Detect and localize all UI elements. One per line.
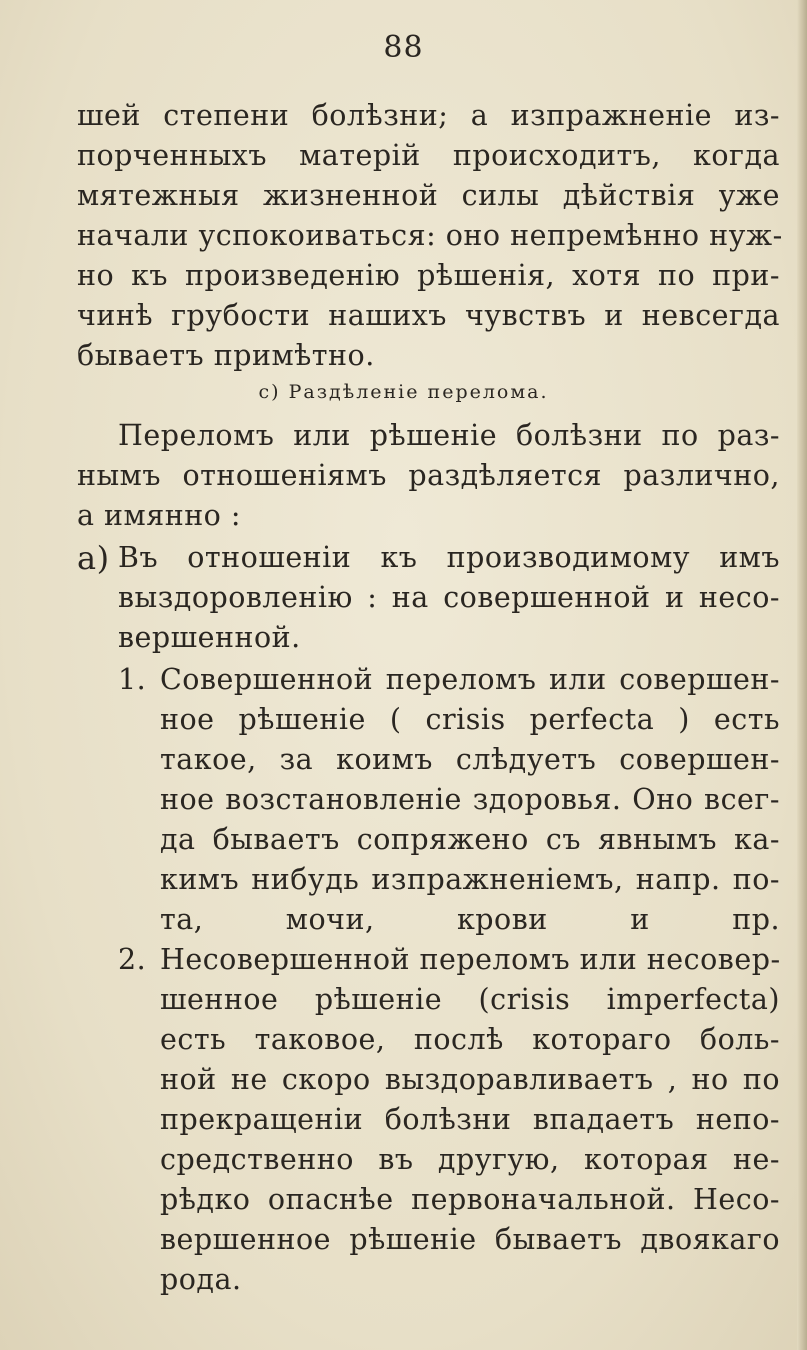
text-line: выздоровленію : на совершенной и несо-	[118, 581, 780, 614]
list-number-2: 2.	[118, 943, 147, 976]
text-line: рода.	[160, 1263, 242, 1296]
text-line: ной не скоро выздоравливаетъ , но по	[160, 1063, 780, 1096]
text-line: вершенное рѣшеніе бываетъ двоякаго	[160, 1223, 780, 1256]
text-line: прекращеніи болѣзни впадаетъ непо-	[160, 1103, 780, 1136]
list-number-1: 1.	[118, 663, 147, 696]
text-line: а имянно :	[77, 499, 242, 532]
text-line: шей степени болѣзни; а изпражненіе из-	[77, 99, 780, 132]
text-line: кимъ нибудь изпражненіемъ, напр. по-	[160, 863, 780, 896]
text-line: нымъ отношеніямъ раздѣляется различно,	[77, 459, 780, 492]
text-line: но къ произведенію рѣшенія, хотя по при-	[77, 259, 780, 292]
text-line: есть таковое, послѣ котораго боль-	[160, 1023, 780, 1056]
text-line: мятежныя жизненной силы дѣйствія уже	[77, 179, 780, 212]
text-line: порченныхъ матерій происходитъ, когда	[77, 139, 780, 172]
section-subheading: c) Раздѣленіе перелома.	[258, 381, 549, 403]
text-line: Совершенной переломъ или совершен-	[160, 663, 780, 696]
text-line: средственно въ другую, которая не-	[160, 1143, 780, 1176]
list-marker-a: a)	[77, 539, 110, 577]
text-line: Несовершенной переломъ или несовер-	[160, 943, 781, 976]
text-line: ное возстановленіе здоровья. Оно всег-	[160, 783, 780, 816]
text-line: рѣдко опаснѣе первоначальной. Несо-	[160, 1183, 780, 1216]
page-number: 88	[383, 30, 424, 65]
text-line: Въ отношеніи къ производимому имъ	[118, 541, 780, 574]
text-line: вершенной.	[118, 621, 301, 654]
text-line: шенное рѣшеніе (crisis imperfecta)	[160, 983, 780, 1016]
text-line: чинѣ грубости нашихъ чувствъ и невсегда	[77, 299, 780, 332]
text-line: Переломъ или рѣшеніе болѣзни по раз-	[118, 419, 780, 452]
text-line: да бываетъ сопряжено съ явнымъ ка-	[160, 823, 780, 856]
text-line: та, мочи, крови и пр.	[160, 903, 780, 936]
text-line: начали успокоиваться: оно непремѣнно нуж-	[77, 219, 783, 252]
text-line: бываетъ примѣтно.	[77, 339, 375, 372]
text-line: такое, за коимъ слѣдуетъ совершен-	[160, 743, 780, 776]
page-edge	[797, 0, 807, 1350]
text-line: ное рѣшеніе ( crisis perfecta ) есть	[160, 703, 780, 736]
